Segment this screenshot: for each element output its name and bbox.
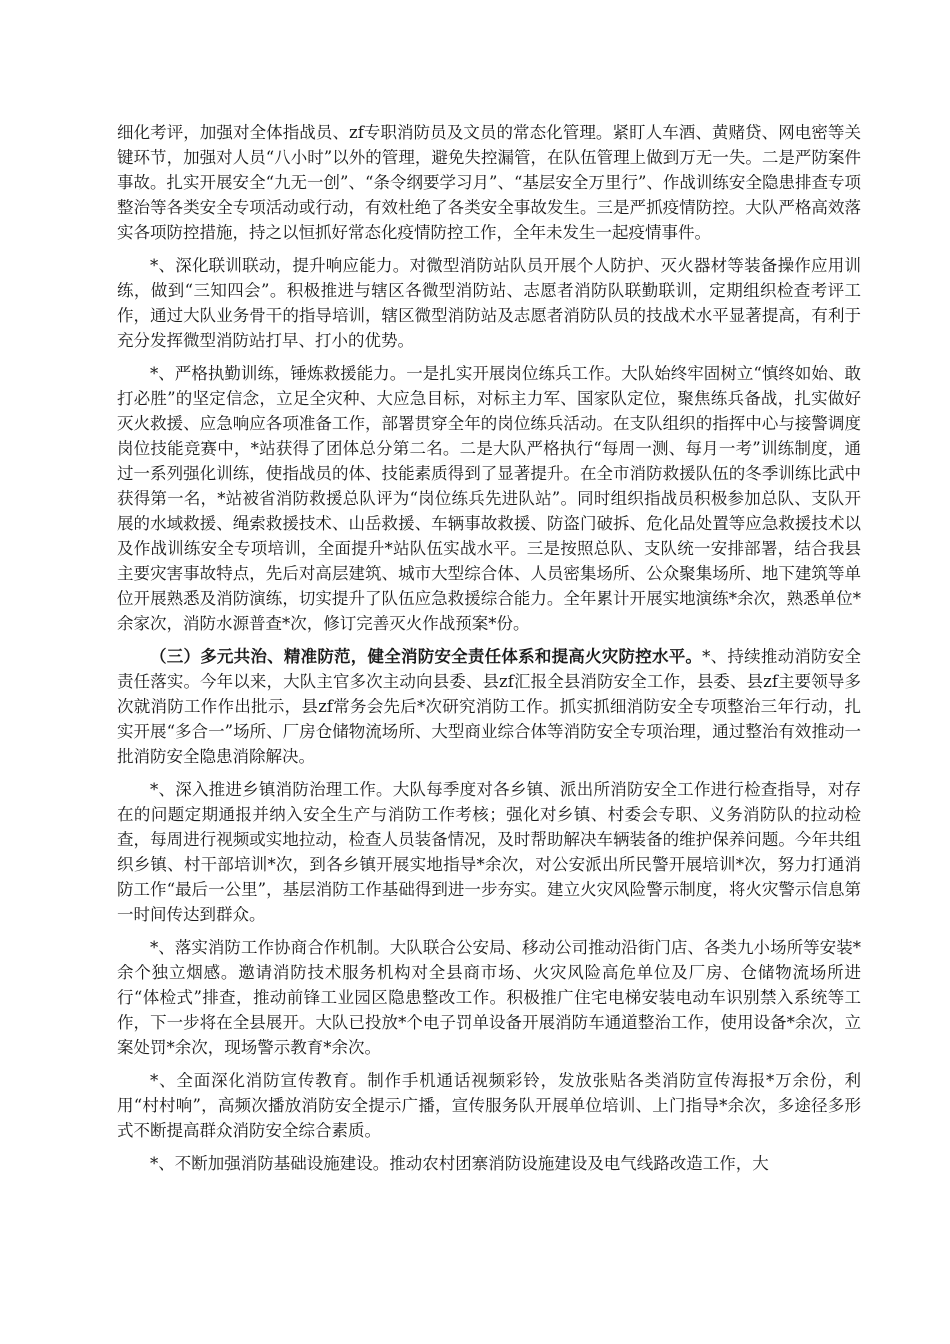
section-heading: （三）多元共治、精准防范，健全消防安全责任体系和提高火灾防控水平。 xyxy=(150,647,703,666)
paragraph-3-text: *、严格执勤训练，锤炼救援能力。一是扎实开展岗位练兵工作。大队始终牢固树立“慎终如始、敢打必胜”的坚定信念，立足全灾种、大应急目标，对标主力军、国家队定位，聚焦练兵备战，扎实做好灭火救援、应急响应各项准备工作，部署贯穿全年的岗位练兵活动。在支队组织的指挥中心与接警调度岗位技能竞赛中，*站获得了团体总分第二名。二是大队严格执行“每周一测、每月一考”训练制度，通过一系列强化训练，使指战员的体、技能素质得到了显著提升。在全市消防救援队伍的冬季训练比武中获得第一名，*站被省消防救援总队评为“岗位练兵先进队站”。同时组织指战员积极参加总队、支队开展的水域救援、绳索救援技术、山岳救援、车辆事故救援、防盗门破拆、危化品处置等应急救援技术以及作战训练安全专项培训，全面提升*站队伍实战水平。三是按照总队、支队统一安排部署，结合我县主要灾害事故特点，先后对高层建筑、城市大型综合体、人员密集场所、公众聚集场所、地下建筑等单位开展熟悉及消防演练，切实提升了队伍应急救援综合能力。全年累计开展实地演练*余次，熟悉单位*余家次，消防水源普查*次，修订完善灭火作战预案*份。 xyxy=(117,364,861,633)
paragraph-4 xyxy=(117,644,861,769)
paragraph-5 xyxy=(117,777,861,927)
paragraph-2-text: *、深化联训联动，提升响应能力。对微型消防站队员开展个人防护、灭火器材等装备操作应用训练，做到“三知四会”。积极推进与辖区各微型消防站、志愿者消防队联勤联训，定期组织检查考评工作，通过大队业务骨干的指导培训，辖区微型消防站及志愿者消防队员的技战术水平显著提高，有利于充分发挥微型消防站打早、打小的优势。 xyxy=(117,256,861,350)
paragraph-8 xyxy=(117,1151,861,1176)
paragraph-1 xyxy=(117,120,861,245)
document-body xyxy=(117,120,861,1184)
paragraph-3 xyxy=(117,361,861,636)
paragraph-2 xyxy=(117,253,861,353)
paragraph-6 xyxy=(117,935,861,1060)
paragraph-7-text: *、全面深化消防宣传教育。制作手机通话视频彩铃，发放张贴各类消防宣传海报*万余份，利用“村村响”，高频次播放消防安全提示广播，宣传服务队开展单位培训、上门指导*余次，多途径多形式不断提高群众消防安全综合素质。 xyxy=(117,1071,861,1140)
paragraph-8-text: *、不断加强消防基础设施建设。推动农村团寨消防设施建设及电气线路改造工作，大 xyxy=(150,1154,769,1173)
paragraph-1-text: 细化考评，加强对全体指战员、zf专职消防员及文员的常态化管理。紧盯人车酒、黄赌贷、网电密等关键环节，加强对人员“八小时”以外的管理，避免失控漏管，在队伍管理上做到万无一失。二是严防案件事故。扎实开展安全“九无一创”、“条令纲要学习月”、“基层安全万里行”、作战训练安全隐患排查专项整治等各类安全专项活动或行动，有效杜绝了各类安全事故发生。三是严抓疫情防控。大队严格高效落实各项防控措施，持之以恒抓好常态化疫情防控工作，全年未发生一起疫情事件。 xyxy=(117,123,861,242)
paragraph-4-text: *、持续推动消防安全责任落实。今年以来，大队主官多次主动向县委、县zf汇报全县消防安全工作，县委、县zf主要领导多次就消防工作作出批示，县zf常务会先后*次研究消防工作。抓实抓细消防安全专项整治三年行动，扎实开展“多合一”场所、厂房仓储物流场所、大型商业综合体等消防安全专项治理，通过整治有效推动一批消防安全隐患消除解决。 xyxy=(117,647,862,766)
paragraph-6-text: *、落实消防工作协商合作机制。大队联合公安局、移动公司推动沿街门店、各类九小场所等安装*余个独立烟感。邀请消防技术服务机构对全县商市场、火灾风险高危单位及厂房、仓储物流场所进行“体检式”排查，推动前锋工业园区隐患整改工作。积极推广住宅电梯安装电动车识别禁入系统等工作，下一步将在全县展开。大队已投放*个电子罚单设备开展消防车通道整治工作，使用设备*余次，立案处罚*余次，现场警示教育*余次。 xyxy=(117,938,861,1057)
paragraph-5-text: *、深入推进乡镇消防治理工作。大队每季度对各乡镇、派出所消防安全工作进行检查指导，对存在的问题定期通报并纳入安全生产与消防工作考核；强化对乡镇、村委会专职、义务消防队的拉动检查，每周进行视频或实地拉动，检查人员装备情况，及时帮助解决车辆装备的维护保养问题。今年共组织乡镇、村干部培训*次，到各乡镇开展实地指导*余次，对公安派出所民警开展培训*次，努力打通消防工作“最后一公里”，基层消防工作基础得到进一步夯实。建立火灾风险警示制度，将火灾警示信息第一时间传达到群众。 xyxy=(117,780,861,924)
paragraph-7 xyxy=(117,1068,861,1143)
